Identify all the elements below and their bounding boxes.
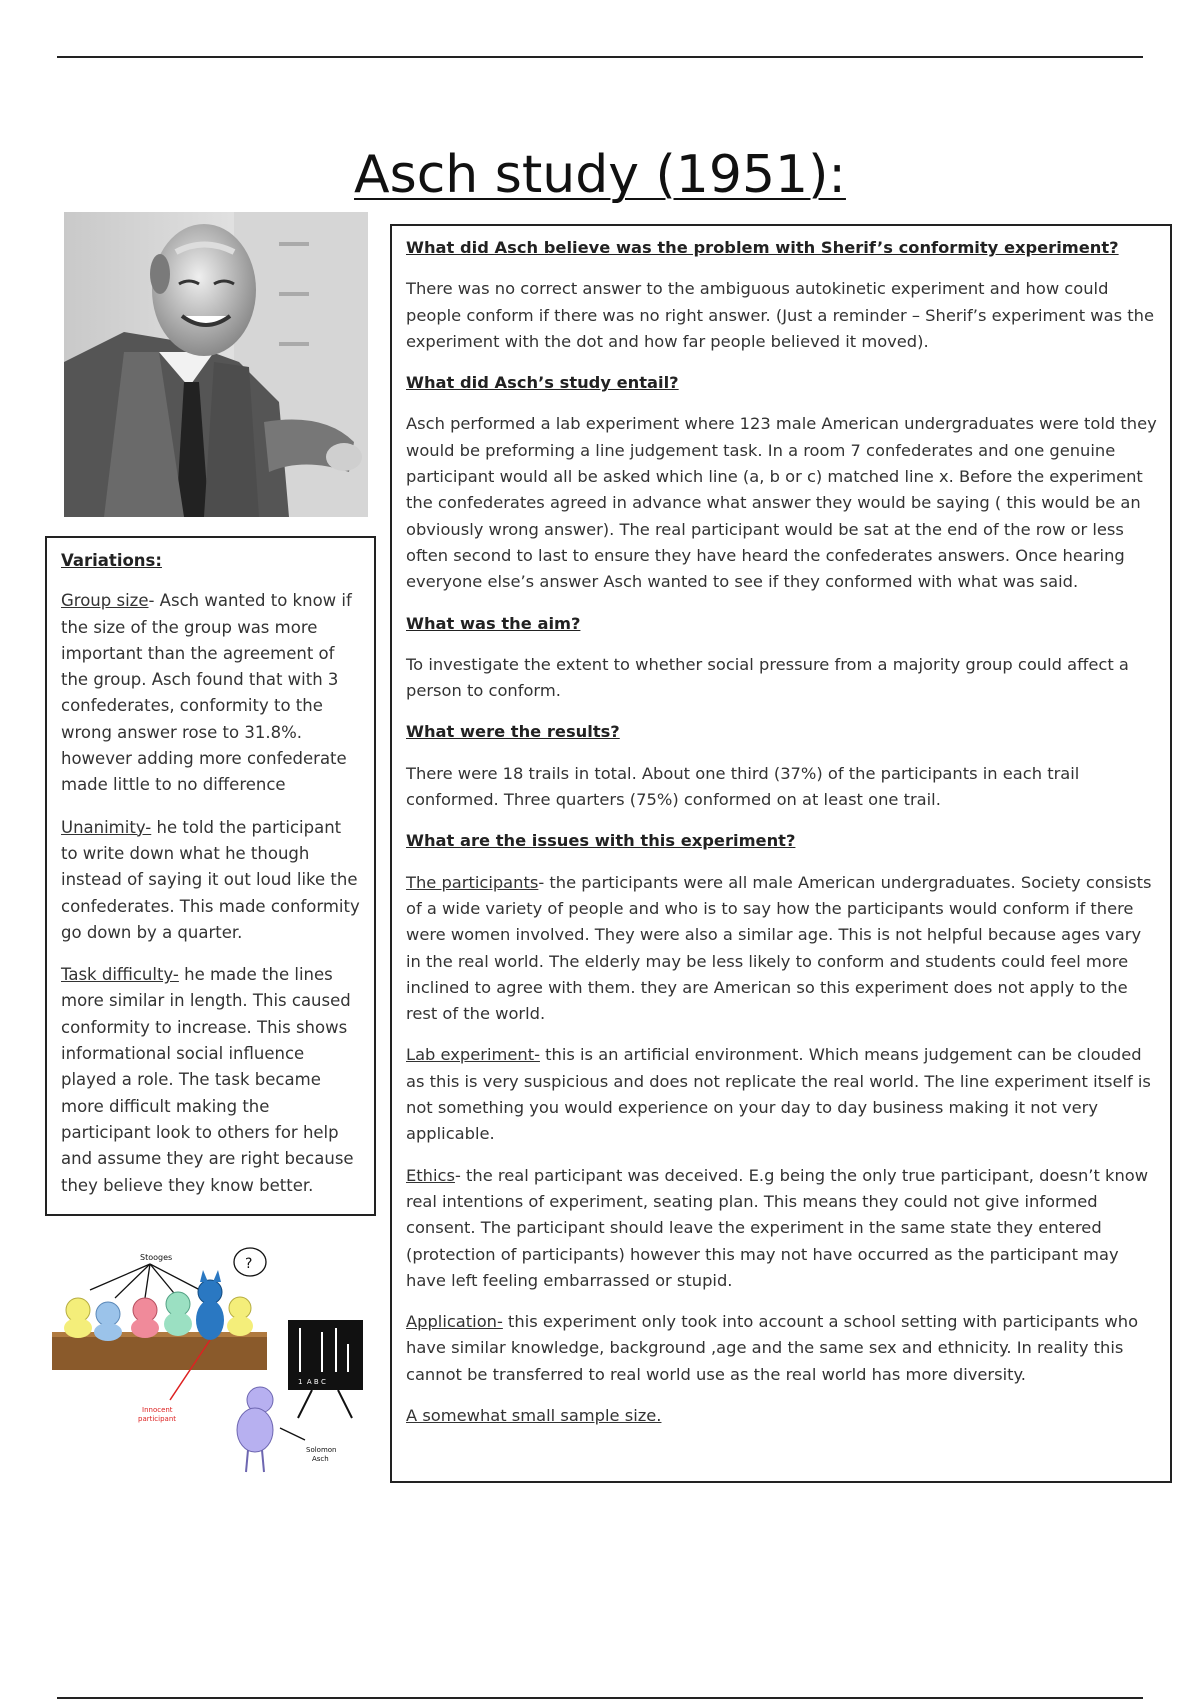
question-mark: ? [245, 1256, 253, 1272]
portrait-photo-icon [64, 212, 368, 517]
section-heading: What are the issues with this experiment? [406, 831, 796, 851]
top-rule [57, 56, 1143, 58]
line-card-icon [288, 1320, 363, 1418]
variation-label: Unanimity- [61, 817, 152, 837]
asch-experiment-diagram [50, 1240, 370, 1480]
table-icon [52, 1335, 267, 1370]
stooges-label: Stooges [140, 1253, 173, 1262]
issue-paragraph: The participants- the participants were all male American undergraduates. Society consists of a wide variety of people and who is to say how the participants would conform if there were women involved. They were also a similar age. This is not helpful because ages vary in the real world. The elderly may be less likely to conform and students could feel more inclined to agree with them. they are American so this experiment does not apply to the rest of the world. [406, 872, 1152, 1024]
page-title: Asch study (1951): [354, 145, 846, 205]
section-heading: What did Asch’s study entail? [406, 373, 679, 393]
innocent-label: Innocent [142, 1406, 173, 1414]
bottom-rule [57, 1697, 1143, 1699]
section-paragraph: There were 18 trails in total. About one third (37%) of the participants in each trail conformed. Three quarters (75%) conformed on at least one trail. [406, 763, 1080, 810]
solomon-label: Solomon [306, 1446, 337, 1454]
variation-label: Task difficulty- [61, 965, 179, 985]
issue-paragraph: Ethics- the real participant was deceived. E.g being the only true participant, doesn’t know real intentions of experiment, seating plan. This means they could not give informed consent. The participant should leave the experiment in the same state they entered (protection of participants) however this may not have occurred as the participant may have left feeling embarrassed or stupid. [406, 1165, 1149, 1290]
issue-paragraph: Application- this experiment only took into account a school setting with participants who have similar knowledge, background ,age and the same sex and ethnicity. In reality this cannot be transferred to real world use as the real world has more diversity. [406, 1312, 1139, 1384]
issue-paragraph: Lab experiment- this is an artificial environment. Which means judgement can be clouded as this is very suspicious and does not replicate the real world. The line experiment itself is not something you would experience on your day to day business making it not very applicable. [406, 1045, 1151, 1144]
section-heading: What were the results? [406, 722, 620, 742]
variation-label: Group size [61, 591, 149, 611]
solomon-asch-figure-icon [237, 1387, 273, 1472]
section-heading: What did Asch believe was the problem with Sherif’s conformity experiment? [406, 238, 1119, 257]
innocent-participant-icon [196, 1270, 224, 1340]
section-paragraph: Asch performed a lab experiment where 123 male American undergraduates were told they would be preforming a line judgement task. In a room 7 confederates and one genuine participant would all be asked which line (a, b or c) matched line x. Before the experiment the confederates agreed in advance what answer they would be saying ( this would be an obviously wrong answer). The real participant would be sat at the end of the row or less often second to last to ensure they have heard the confederates answers. Once hearing everyone else’s answer Asch wanted to see if they conformed with what was said. [406, 414, 1157, 592]
variations-heading: Variations: [61, 551, 162, 570]
variation-text: he made the lines more similar in length. This caused conformity to increase. This shows informational social influence played a role. The task became more difficult making the participant look to others for help and assume they are right because they believe they know better. [61, 965, 354, 1195]
innocent-label: participant [138, 1415, 177, 1423]
variation-text: he told the participant to write down what he though instead of saying it out loud like the confederates. This made conformity go down by a quarter. [61, 817, 360, 942]
variation-item [61, 588, 361, 798]
main-content-box [390, 224, 1172, 1483]
variation-text: - Asch wanted to know if the size of the group was more important than the agreement of the group. Asch found that with 3 confederates, conformity to the wrong answer rose to 31.8%. however adding more confederate made little to no difference [61, 591, 352, 795]
section-paragraph: To investigate the extent to whether social pressure from a majority group could affect a person to conform. [406, 654, 1129, 701]
variations-box [45, 536, 376, 1216]
solomon-label: Asch [312, 1455, 329, 1463]
issue-paragraph: A somewhat small sample size. [406, 1405, 662, 1425]
card-letters: 1 A B C [298, 1378, 326, 1386]
section-heading: What was the aim? [406, 613, 581, 633]
variation-item [61, 815, 361, 946]
section-paragraph: There was no correct answer to the ambiguous autokinetic experiment and how could people conform if there was no right answer. (Just a reminder – Sherif’s experiment was the experiment with the dot and how far people believed it moved). [406, 279, 1154, 351]
variation-item [61, 962, 361, 1199]
